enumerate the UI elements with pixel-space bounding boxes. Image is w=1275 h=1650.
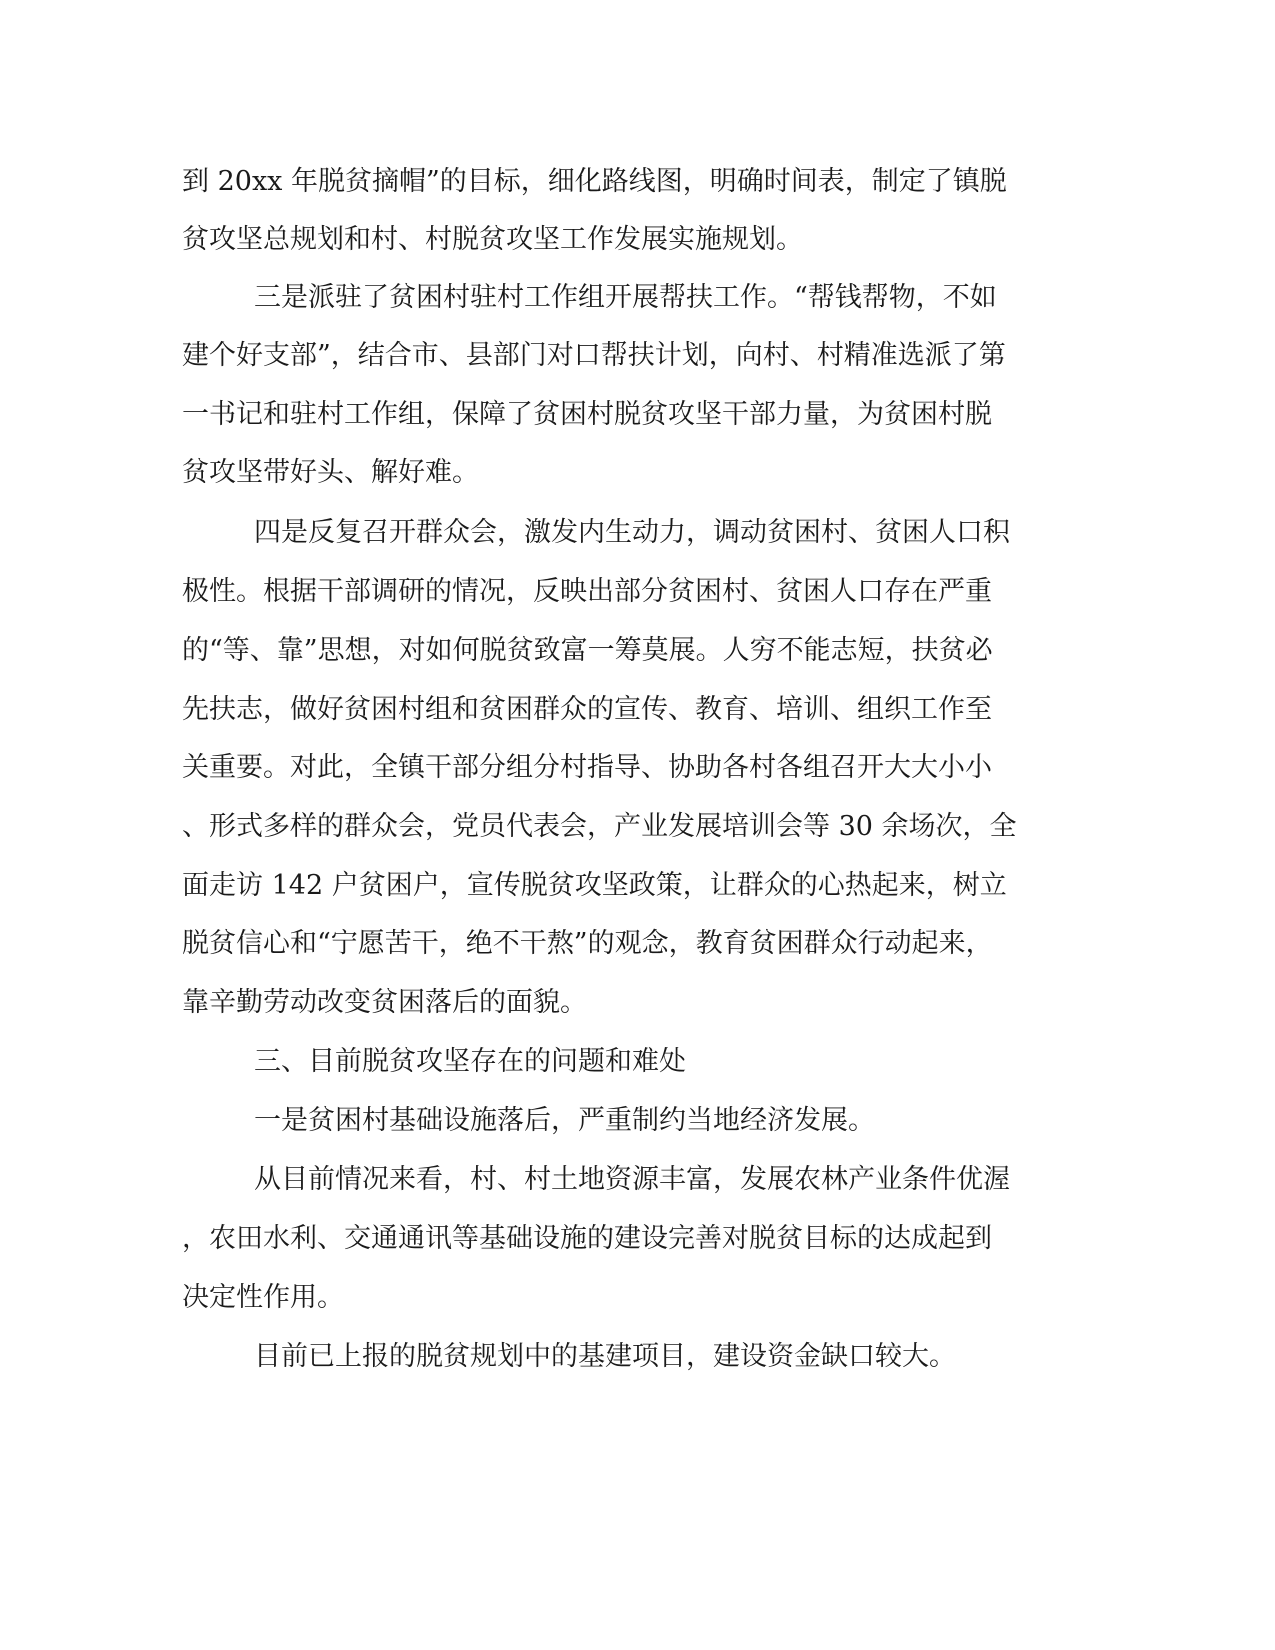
paragraph-start-line: 从目前情况来看，村、村土地资源丰富，发展农林产业条件优渥 <box>254 1164 1010 1195</box>
text-line: 的“等、靠”思想，对如何脱贫致富一筹莫展。人穷不能志短，扶贫必 <box>182 635 993 666</box>
text-line: 建个好支部”，结合市、县部门对口帮扶计划，向村、村精准选派了第 <box>182 340 1006 371</box>
text-line: 到 20xx 年脱贫摘帽”的目标，细化路线图，明确时间表，制定了镇脱 <box>182 166 1007 197</box>
text-line: 极性。根据干部调研的情况，反映出部分贫困村、贫困人口存在严重 <box>182 576 992 607</box>
paragraph-start-line: 三是派驻了贫困村驻村工作组开展帮扶工作。“帮钱帮物，不如 <box>254 282 997 313</box>
text-line: 决定性作用。 <box>182 1282 344 1313</box>
text-line: 贫攻坚总规划和村、村脱贫攻坚工作发展实施规划。 <box>182 224 803 255</box>
paragraph-start-line: 目前已上报的脱贫规划中的基建项目，建设资金缺口较大。 <box>254 1341 956 1372</box>
text-line: ，农田水利、交通通讯等基础设施的建设完善对脱贫目标的达成起到 <box>182 1223 992 1254</box>
paragraph-start-line: 一是贫困村基础设施落后，严重制约当地经济发展。 <box>254 1105 875 1136</box>
text-line: 先扶志，做好贫困村组和贫困群众的宣传、教育、培训、组织工作至 <box>182 694 992 725</box>
section-heading: 三、目前脱贫攻坚存在的问题和难处 <box>254 1046 686 1077</box>
text-line: 贫攻坚带好头、解好难。 <box>182 457 479 488</box>
text-line: 关重要。对此，全镇干部分组分村指导、协助各村各组召开大大小小 <box>182 752 992 783</box>
text-line: 面走访 142 户贫困户，宣传脱贫攻坚政策，让群众的心热起来，树立 <box>182 870 1007 901</box>
text-line: 靠辛勤劳动改变贫困落后的面貌。 <box>182 987 587 1018</box>
text-line: 一书记和驻村工作组，保障了贫困村脱贫攻坚干部力量，为贫困村脱 <box>182 399 992 430</box>
paragraph-start-line: 四是反复召开群众会，激发内生动力，调动贫困村、贫困人口积 <box>254 517 1010 548</box>
text-line: 脱贫信心和“宁愿苦干，绝不干熬”的观念，教育贫困群众行动起来， <box>182 928 993 959</box>
text-line: 、形式多样的群众会，党员代表会，产业发展培训会等 30 余场次，全 <box>182 811 1017 842</box>
